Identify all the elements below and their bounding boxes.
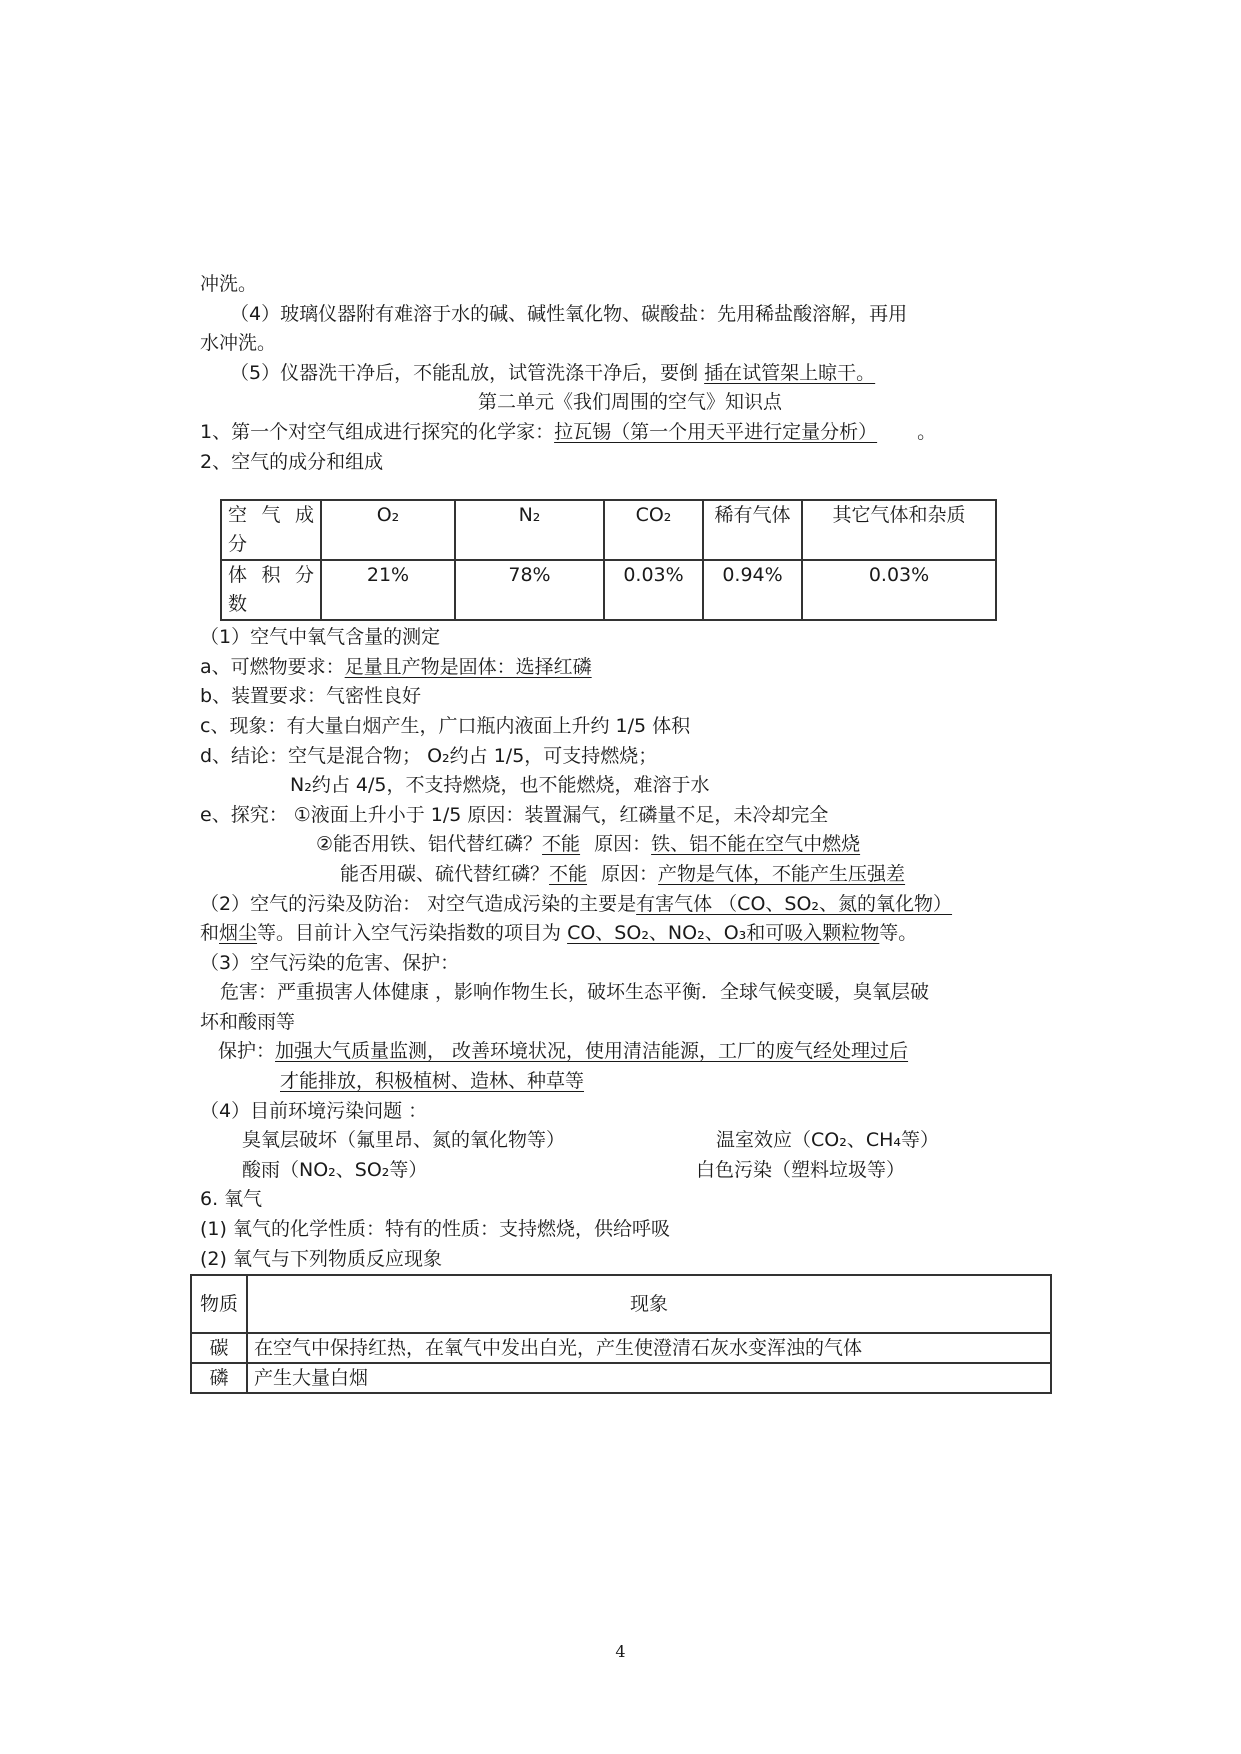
air-composition-table: [220, 499, 997, 621]
table-row: [191, 1333, 1051, 1363]
underlined-answer: 铁、铝不能在空气中燃烧: [651, 833, 861, 856]
text-line: [200, 1067, 1060, 1097]
text-line: （4）玻璃仪器附有难溶于水的碱、碱性氧化物、碳酸盐：先用稀盐酸溶解，再用: [230, 302, 908, 325]
table-header-cell: N₂: [455, 500, 604, 560]
underlined-answer: 拉瓦锡（第一个用天平进行定量分析）: [554, 420, 878, 443]
text-line: a、可燃物要求：足量且产物是固体：选择红磷: [200, 655, 592, 678]
section-heading: （4）目前环境污染问题 ：: [200, 1099, 428, 1122]
table-cell: 磷: [191, 1363, 247, 1393]
table-header-cell: 其它气体和杂质: [802, 500, 996, 560]
section-heading: 6. 氧气: [200, 1188, 263, 1211]
text-line: 1、第一个对空气组成进行探究的化学家：拉瓦锡（第一个用天平进行定量分析） 。: [200, 420, 937, 443]
table-header-cell: 体 积 分 数: [221, 560, 321, 620]
text-line: c、现象：有大量白烟产生，广口瓶内液面上升约 1/5 体积: [200, 714, 691, 737]
underlined-answer: 加强大气质量监测， 改善环境状况，使用清洁能源，工厂的废气经处理过后: [275, 1040, 909, 1063]
underlined-answer: 才能排放，积极植树、造林、种草等: [280, 1070, 585, 1093]
text-line: （2）空气的污染及防治： 对空气造成污染的主要是有害气体 （CO、SO₂、氮的氧化物）: [200, 892, 953, 915]
unit-title: 第二单元《我们周围的空气》知识点: [477, 391, 782, 414]
text-line: N₂约占 4/5，不支持燃烧，也不能燃烧，难溶于水: [290, 774, 710, 797]
underlined-answer: 烟尘: [219, 922, 258, 945]
text-line: b、装置要求：气密性良好: [200, 685, 422, 708]
underlined-answer: 产物是气体，不能产生压强差: [658, 862, 906, 885]
section-heading: （1）空气中氧气含量的测定: [200, 626, 441, 649]
table-row: [221, 560, 996, 620]
text-line: e、探究： ①液面上升小于 1/5 原因：装置漏气，红磷量不足，未冷却完全: [200, 803, 829, 826]
table-row: [221, 500, 996, 560]
table-cell: 0.03%: [604, 560, 703, 620]
text-line: d、结论：空气是混合物； O₂约占 1/5，可支持燃烧；: [200, 744, 658, 767]
page-content: [200, 270, 1060, 1394]
table-header-cell: O₂: [321, 500, 455, 560]
section-heading: （3）空气污染的危害、保护：: [200, 951, 460, 974]
table-header-cell: 空 气 成 分: [221, 500, 321, 560]
text-line: 冲洗。: [200, 273, 258, 295]
text-line: 水冲洗。: [200, 332, 277, 355]
underlined-answer: 不能: [542, 833, 581, 856]
oxygen-reaction-table: [190, 1274, 1052, 1394]
underlined-answer: CO、SO₂、NO₂、O₃和可吸入颗粒物: [567, 922, 880, 945]
table-cell: 产生大量白烟: [247, 1363, 1051, 1393]
underlined-answer: 插在试管架上晾干。: [704, 361, 876, 384]
text-line: (1) 氧气的化学性质：特有的性质：支持燃烧，供给呼吸: [200, 1218, 670, 1241]
underlined-answer: 足量且产物是固体：选择红磷: [344, 655, 592, 678]
text-line: 能否用碳、硫代替红磷？不能 原因：产物是气体，不能产生压强差: [340, 862, 906, 885]
text-line: (2) 氧气与下列物质反应现象: [200, 1247, 442, 1270]
underlined-answer: 有害气体 （CO、SO₂、氮的氧化物）: [636, 892, 953, 915]
table-header-cell: 现象: [247, 1275, 1051, 1333]
text-line: 坏和酸雨等: [200, 1010, 296, 1033]
text-line: 保护：加强大气质量监测， 改善环境状况，使用清洁能源，工厂的废气经处理过后: [218, 1040, 909, 1063]
text-line: 危害：严重损害人体健康 ，影响作物生长，破坏生态平衡．全球气候变暖，臭氧层破: [220, 981, 930, 1004]
table-cell: 碳: [191, 1333, 247, 1363]
table-cell: 0.94%: [703, 560, 802, 620]
table-row: [191, 1363, 1051, 1393]
text-line: ②能否用铁、铝代替红磷？不能 原因：铁、铝不能在空气中燃烧: [316, 833, 861, 856]
underlined-answer: 不能: [549, 862, 588, 885]
table-cell: 21%: [321, 560, 455, 620]
text-line: 酸雨（NO₂、SO₂等） 白色污染（塑料垃圾等）: [242, 1158, 906, 1181]
table-header-cell: 稀有气体: [703, 500, 802, 560]
text-line: 臭氧层破坏（氟里昂、氮的氧化物等） 温室效应（CO₂、CH₄等）: [242, 1129, 940, 1152]
table-cell: 在空气中保持红热，在氧气中发出白光，产生使澄清石灰水变浑浊的气体: [247, 1333, 1051, 1363]
table-row: [191, 1275, 1051, 1333]
table-header-cell: 物质: [191, 1275, 247, 1333]
text-line: 和烟尘等。目前计入空气污染指数的项目为 CO、SO₂、NO₂、O₃和可吸入颗粒物等。: [200, 922, 918, 945]
table-cell: 0.03%: [802, 560, 996, 620]
table-cell: 78%: [455, 560, 604, 620]
text-line: 2、空气的成分和组成: [200, 450, 384, 473]
text-line: （5）仪器洗干净后，不能乱放，试管洗涤干净后，要倒 插在试管架上晾干。: [230, 361, 876, 384]
page-number: 4: [615, 1642, 626, 1661]
table-header-cell: CO₂: [604, 500, 703, 560]
